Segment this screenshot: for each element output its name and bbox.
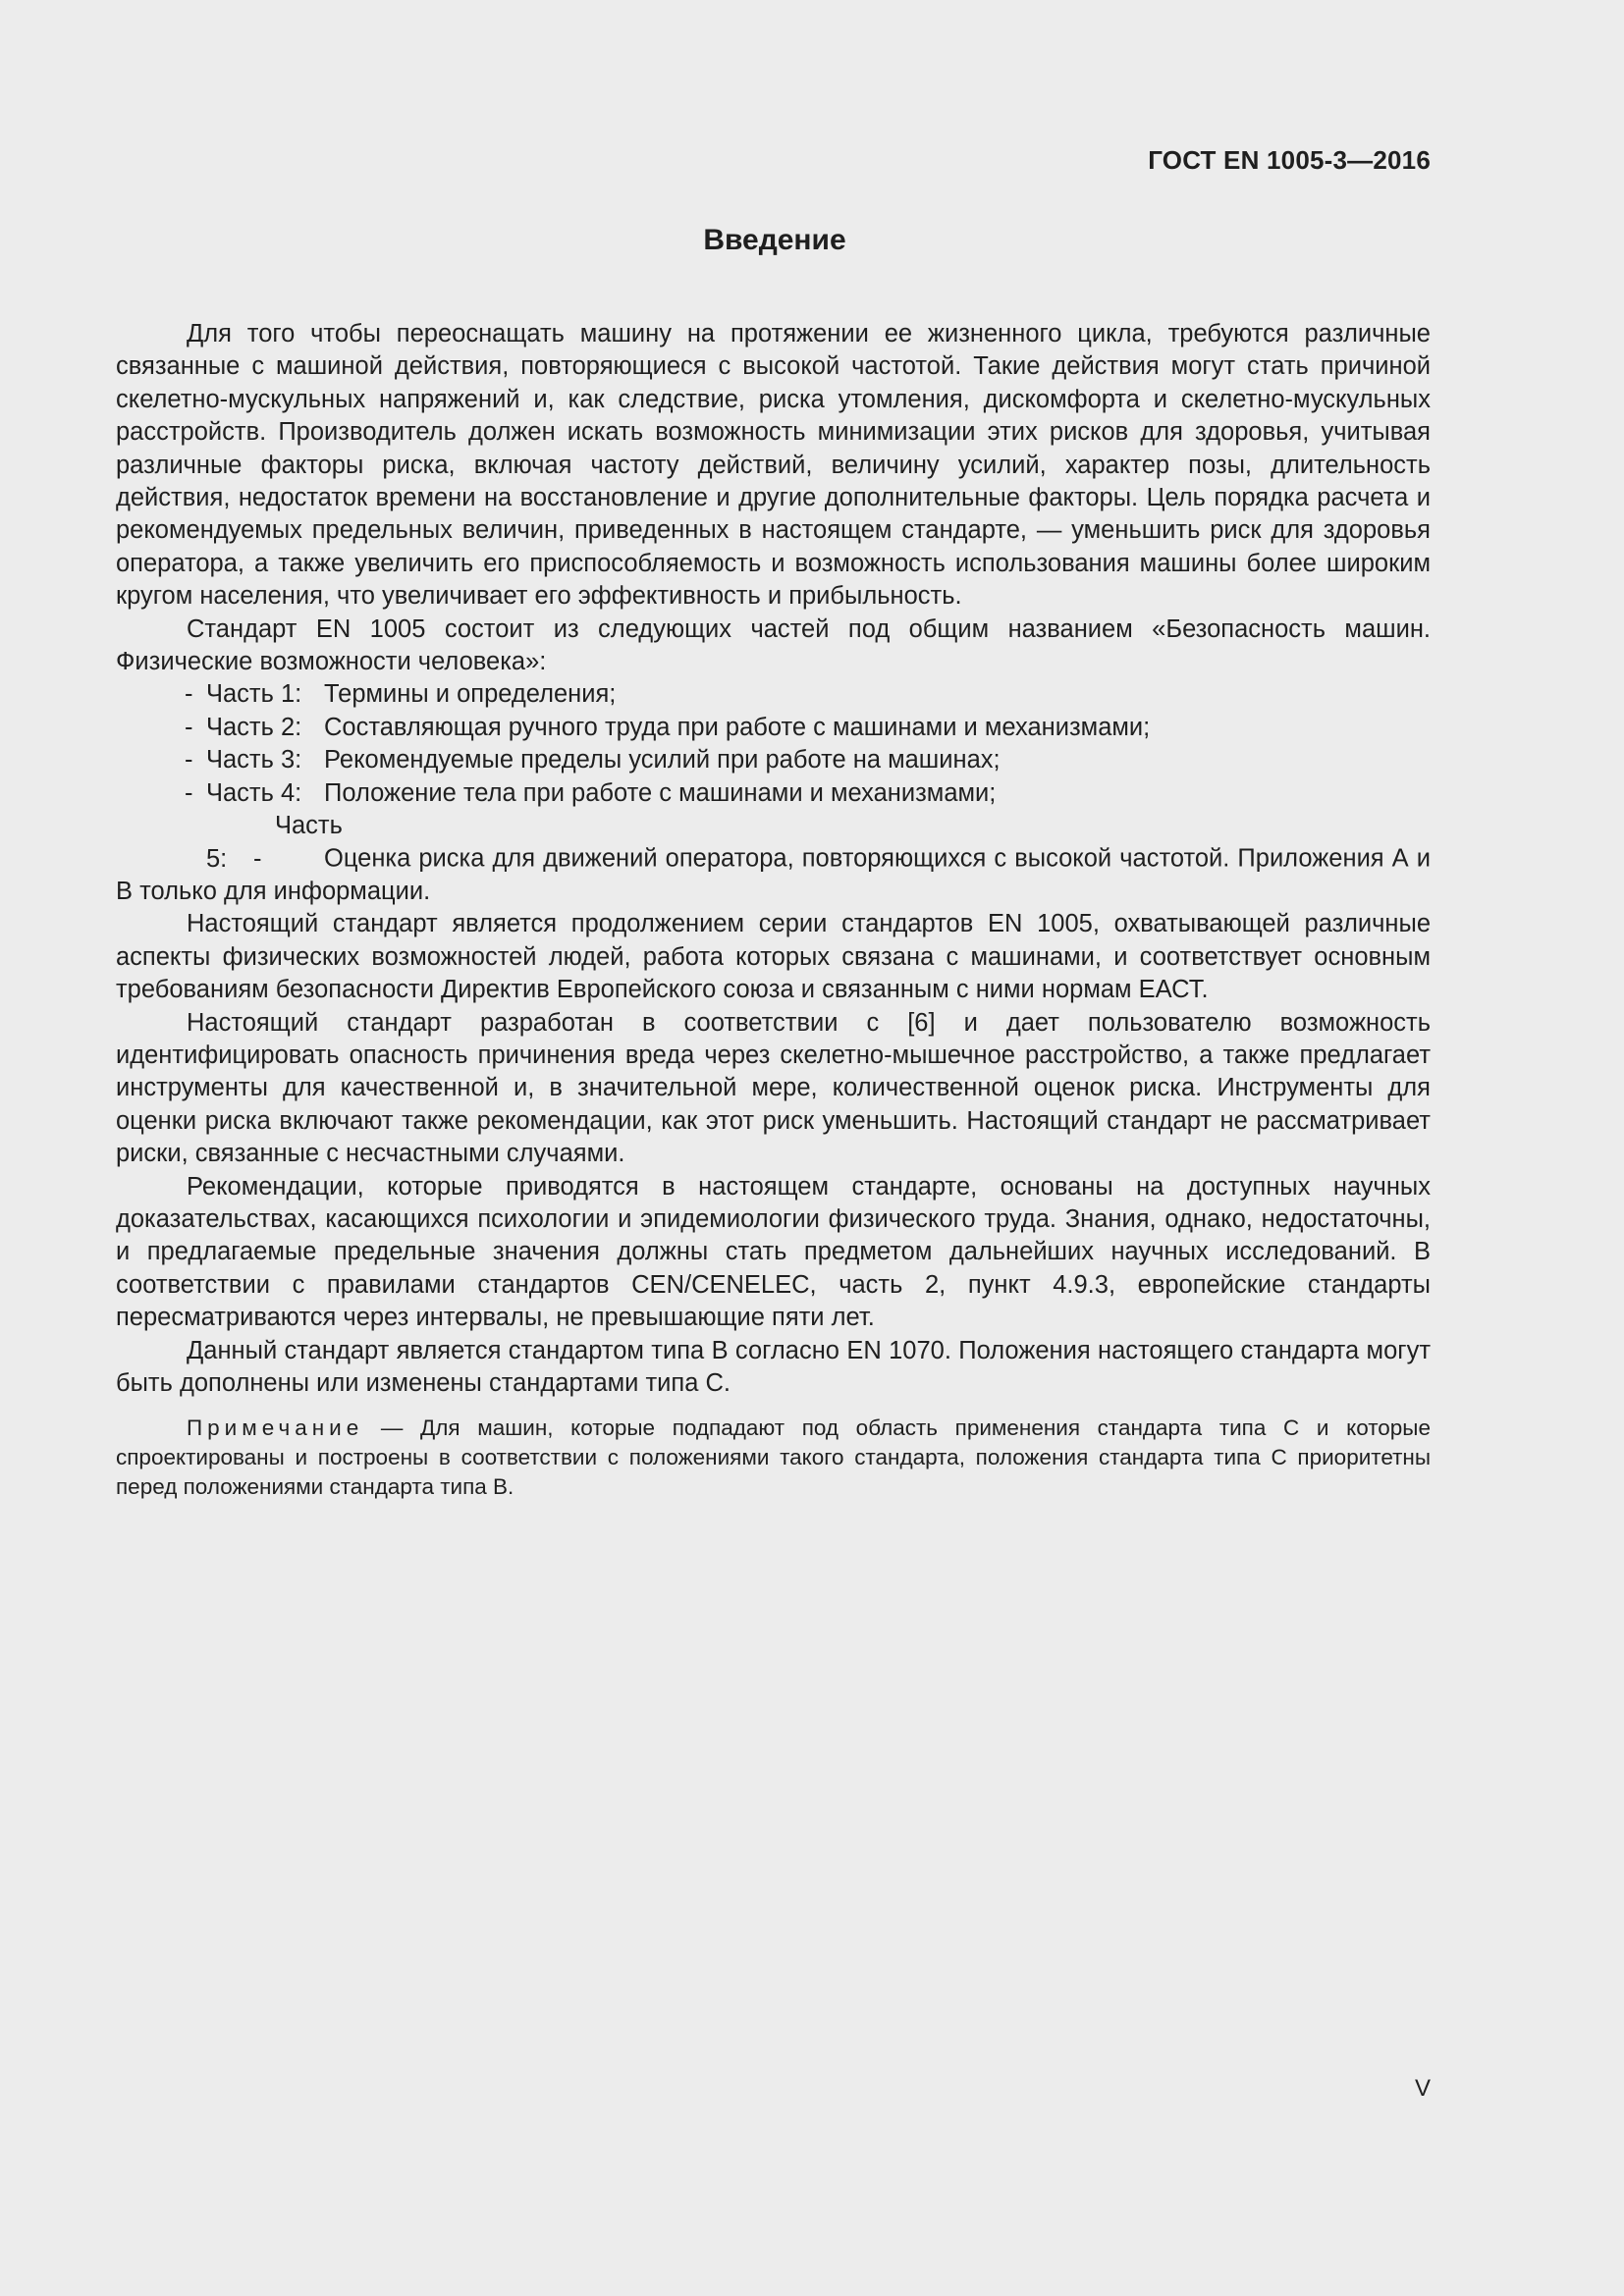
list-item-part-2: - Часть 2: Составляющая ручного труда при работе с машинами и механизмами; [116, 712, 1431, 744]
page-number: V [1414, 2075, 1431, 2102]
list-item-part-3: - Часть 3: Рекомендуемые пределы усилий при работе на машинах; [116, 744, 1431, 776]
part-label: Часть 4: [206, 778, 302, 807]
part-title: Составляющая ручного труда при работе с машинами и механизмами; [324, 713, 1151, 741]
section-title: Введение [703, 224, 846, 256]
list-item-part-1: - Часть 1: Термины и определения; [116, 678, 1431, 711]
introduction-body [116, 318, 1431, 1502]
note-text: — Для машин, которые подпадают под область применения стандарта типа С и которые спроектированы и построены в соответствии с положениями такого стандарта, положения стандарта типа С приоритетны перед положениями стандарта типа В. [116, 1415, 1431, 1500]
document-code-header: ГОСТ EN 1005-3—2016 [1148, 145, 1431, 175]
part-label: Часть 2: [206, 713, 302, 741]
note [116, 1414, 1431, 1502]
part-label: Часть 5: [206, 812, 343, 873]
part-label: Часть 3: [206, 746, 302, 774]
part-label: Часть 1: [206, 680, 302, 709]
paragraph-recommendations: Рекомендации, которые приводятся в настоящем стандарте, основаны на доступных научных доказательствах, касающихся психологии и эпидемиологии физического труда. Знания, однако, недостаточны, и предлагаемые предельные значения должны стать предметом дальнейших научных исследований. В соответствии с правилами стандартов CEN/CENELEC, часть 2, пункт 4.9.3, европейские стандарты пересматриваются через интервалы, не превышающие пяти лет. [116, 1172, 1431, 1332]
paragraph-purpose: Для того чтобы переоснащать машину на протяжении ее жизненного цикла, требуются различные связанные с машиной действия, повторяющиеся с высокой частотой. Такие действия могут стать причиной скелетно-мускульных напряжений и, как следствие, риска утомления, дискомфорта и скелетно-мускульных расстройств. Производитель должен искать возможность минимизации этих рисков для здоровья, учитывая различные факторы риска, включая частоту действий, величину усилий, характер позы, длительность действия, недостаток времени на восстановление и другие дополнительные факторы. Цель порядка расчета и рекомендуемых предельных величин, приведенных в настоящем стандарте, — уменьшить риск для здоровья оператора, а также увеличить его приспособляемость и возможность использования машины более широким кругом населения, что увеличивает его эффективность и прибыльность. [116, 320, 1431, 611]
part-title: Термины и определения; [324, 680, 617, 709]
parts-list [116, 678, 1431, 908]
paragraph-risk-identification: Настоящий стандарт разработан в соответствии с [6] и дает пользователю возможность идентифицировать опасность причинения вреда через скелетно-мышечное расстройство, а также предлагает инструменты для качественной и, в значительной мере, количественной оценок риска. Инструменты для оценки риска включают также рекомендации, как этот риск уменьшить. Настоящий стандарт не рассматривает риски, связанные с несчастными случаями. [116, 1008, 1431, 1168]
list-item-part-5: -Часть 5: Оценка риска для движений оператора, повторяющихся с высокой частотой. Приложения А и В только для информации. [116, 812, 1431, 905]
note-label: Примечание [187, 1415, 364, 1441]
list-item-part-4: - Часть 4: Положение тела при работе с машинами и механизмами; [116, 777, 1431, 810]
paragraph-parts-intro: Стандарт EN 1005 состоит из следующих частей под общим названием «Безопасность машин. Физические возможности человека»: [116, 614, 1431, 676]
part-title: Оценка риска для движений оператора, повторяющихся с высокой частотой. Приложения А и В только для информации. [116, 844, 1431, 905]
part-title: Положение тела при работе с машинами и механизмами; [324, 778, 997, 807]
paragraph-standard-type: Данный стандарт является стандартом типа В согласно EN 1070. Положения настоящего стандарта могут быть дополнены или изменены стандартами типа С. [116, 1336, 1431, 1397]
paragraph-series: Настоящий стандарт является продолжением серии стандартов EN 1005, охватывающей различные аспекты физических возможностей людей, работа которых связана с машинами, и соответствует основным требованиям безопасности Директив Европейского союза и связанным с ними нормам ЕАСТ. [116, 910, 1431, 1004]
part-title: Рекомендуемые пределы усилий при работе на машинах; [324, 746, 1001, 774]
